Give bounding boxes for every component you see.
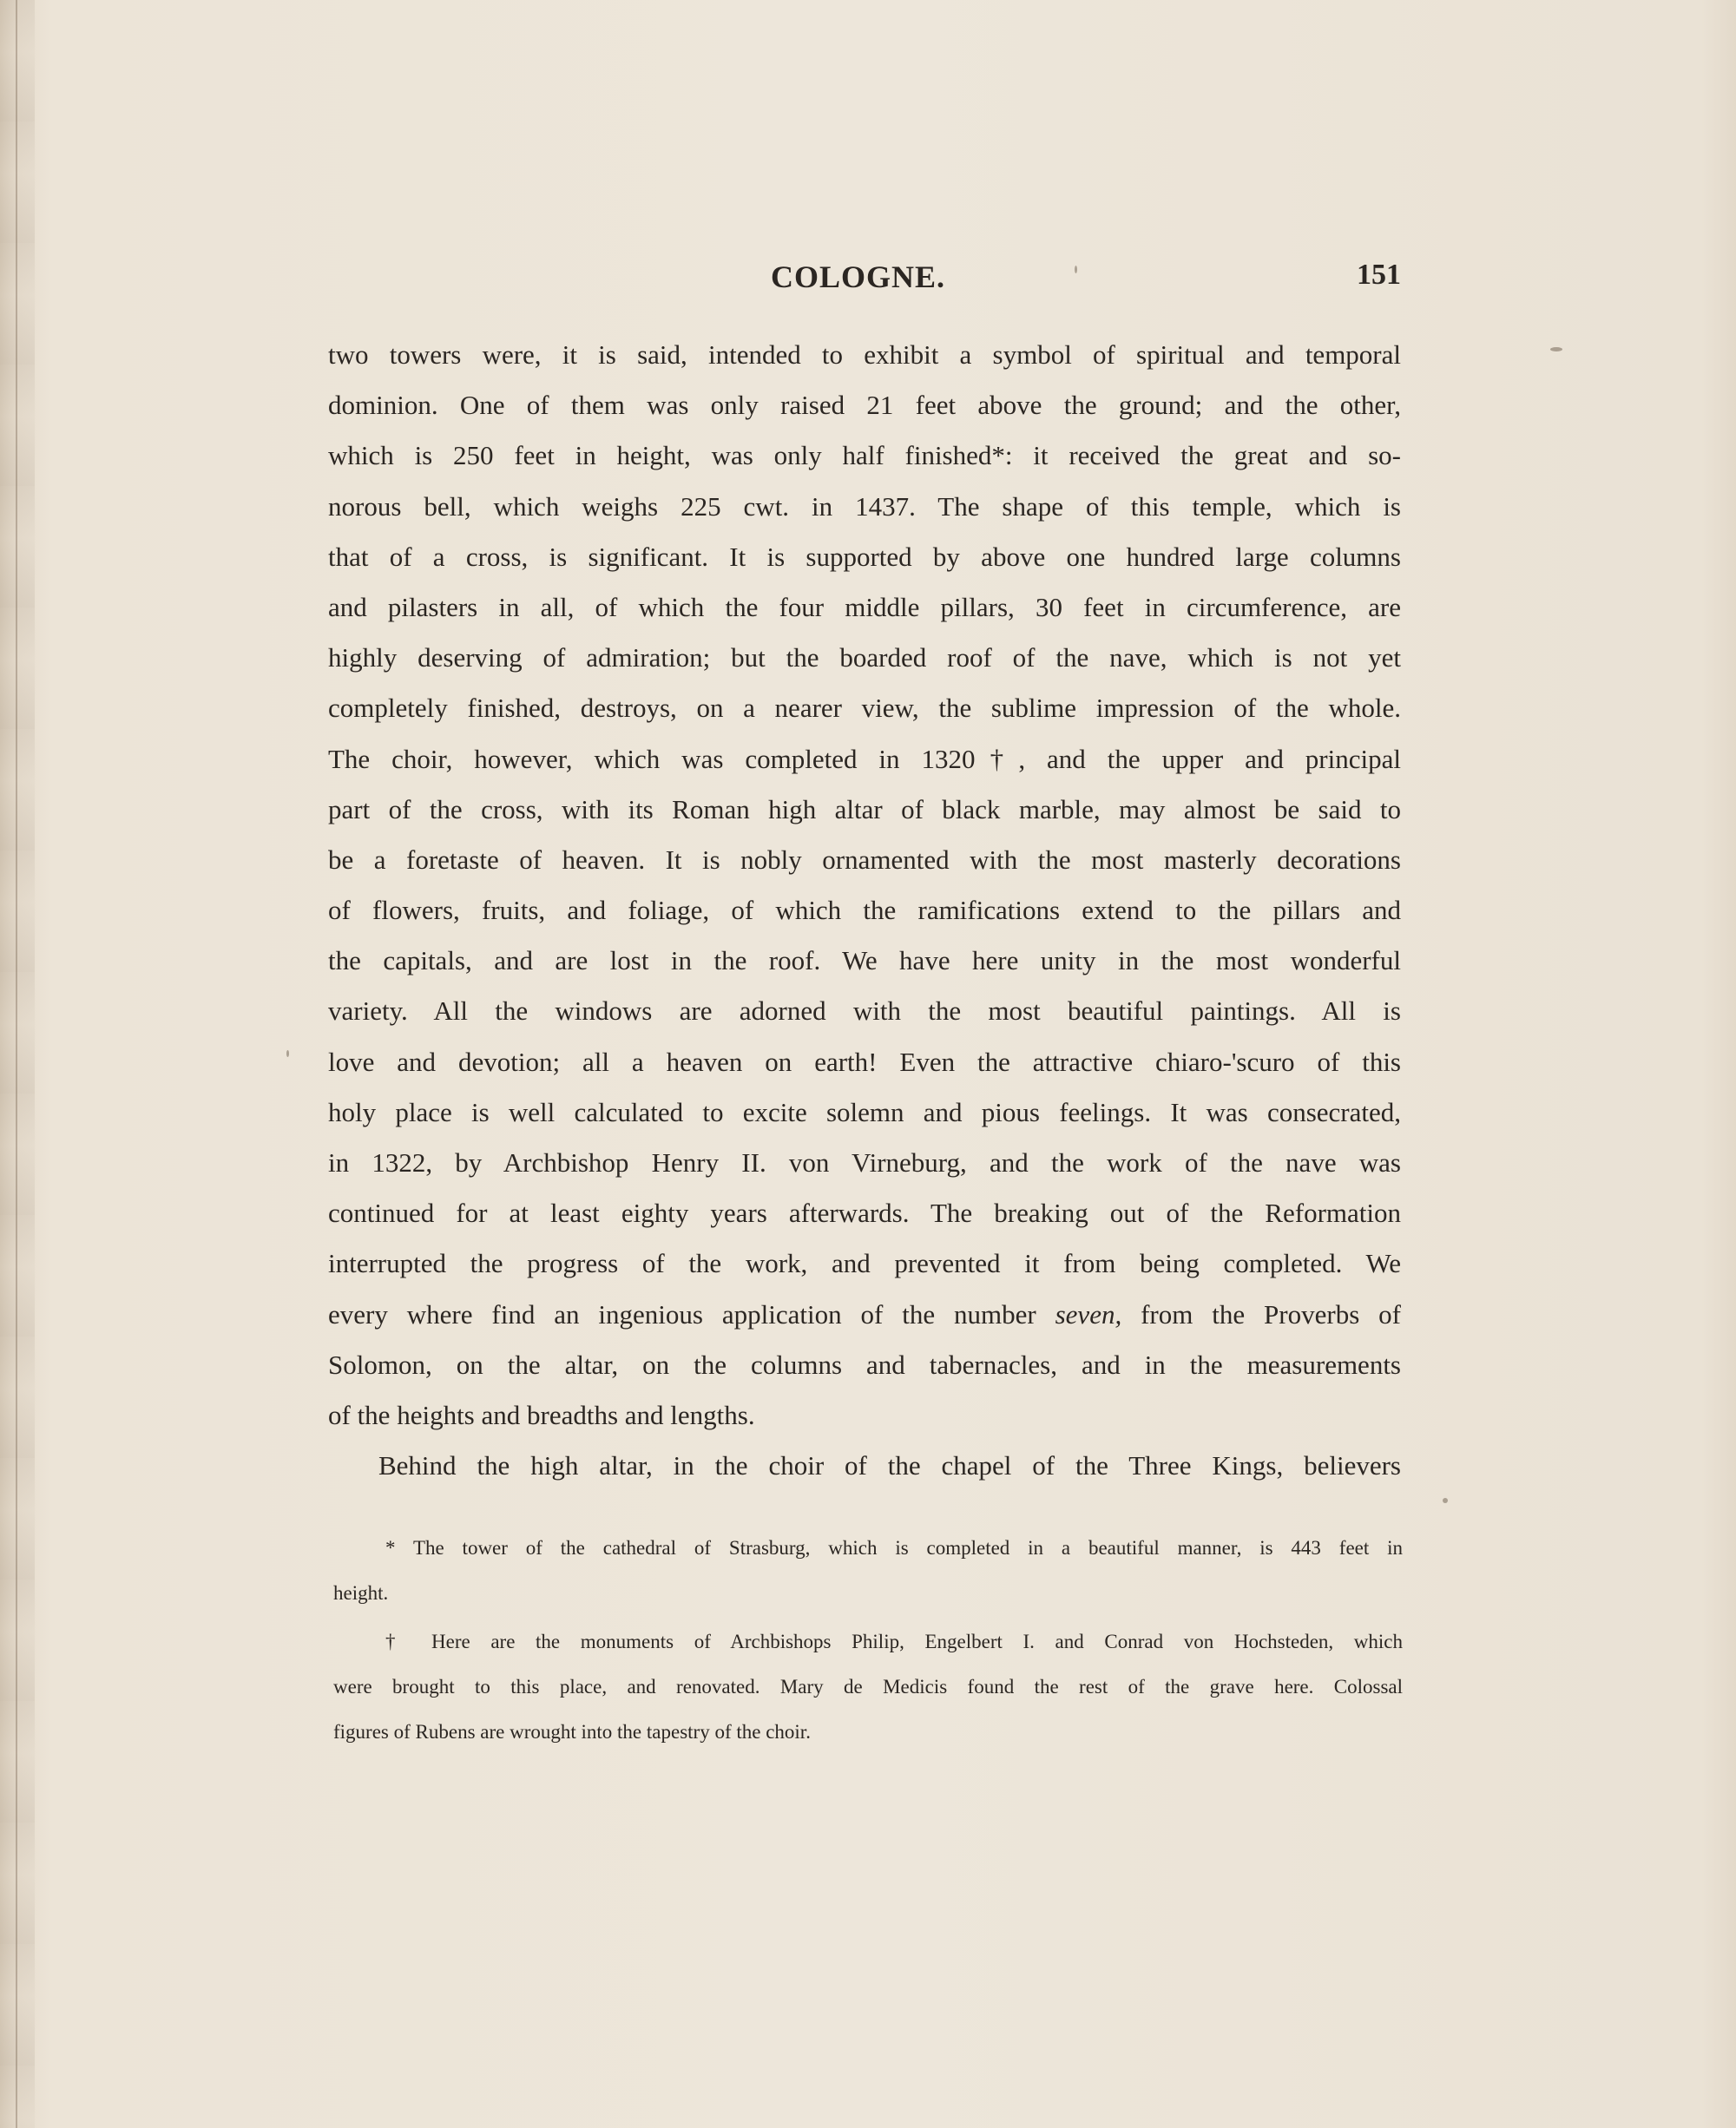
text-line: two towers were, it is said, intended to exhibit a symbol of spiritual and temporal <box>328 339 1401 370</box>
italic-word: seven, <box>1055 1298 1122 1330</box>
paper-speck <box>1550 347 1562 351</box>
running-header <box>328 259 1401 302</box>
text-line: and pilasters in all, of which the four middle pillars, 30 feet in circumference, are <box>328 591 1401 622</box>
text-line: continued for at least eighty years afterwards. The breaking out of the Reformation <box>328 1198 1401 1229</box>
text-run: from the Proverbs of <box>1121 1298 1401 1330</box>
footnote-star-line: * The tower of the cathedral of Strasburg, which is completed in a beautiful manner, is 443 feet in <box>385 1537 1403 1559</box>
binding-fold-line <box>16 0 17 2128</box>
text-line: highly deserving of admiration; but the boarded roof of the nave, which is not yet <box>328 642 1401 673</box>
running-title: COLOGNE. <box>771 259 946 294</box>
page-binding-edge <box>0 0 35 2128</box>
text-line: Solomon, on the altar, on the columns and tabernacles, and in the measurements <box>328 1349 1401 1380</box>
text-line: dominion. One of them was only raised 21 feet above the ground; and the other, <box>328 390 1401 421</box>
body-text <box>328 330 1401 1491</box>
text-line: completely finished, destroys, on a nearer view, the sublime impression of the whole. <box>328 693 1401 724</box>
text-line: which is 250 feet in height, was only half finished*: it received the great and so- <box>328 440 1401 471</box>
text-line: holy place is well calculated to excite solemn and pious feelings. It was consecrated, <box>328 1096 1401 1127</box>
paragraph-end-line: of the heights and breadths and lengths. <box>328 1399 755 1430</box>
text-line: that of a cross, is significant. It is supported by above one hundred large columns <box>328 541 1401 572</box>
text-line: love and devotion; all a heaven on earth! Even the attractive chiaro-'scuro of this <box>328 1046 1401 1077</box>
text-line: variety. All the windows are adorned with the most beautiful paintings. All is <box>328 995 1401 1027</box>
text-line-with-italic <box>328 1290 1401 1340</box>
text-line: interrupted the progress of the work, and prevented it from being completed. We <box>328 1248 1401 1279</box>
page-number: 151 <box>1357 259 1401 291</box>
footnote-dagger-line: were brought to this place, and renovated. Mary de Medicis found the rest of the grave here. Colossal <box>333 1676 1403 1698</box>
paper-speck <box>286 1050 289 1057</box>
text-line: The choir, however, which was completed in 1320†, and the upper and principal <box>328 743 1401 774</box>
next-paragraph-line: Behind the high altar, in the choir of the chapel of the Three Kings, believers <box>378 1450 1401 1481</box>
footnote-dagger-line: † Here are the monuments of Archbishops Philip, Engelbert I. and Conrad von Hochsteden, which <box>385 1631 1403 1652</box>
text-line: be a foretaste of heaven. It is nobly ornamented with the most masterly decorations <box>328 844 1401 875</box>
text-line: in 1322, by Archbishop Henry II. von Virneburg, and the work of the nave was <box>328 1147 1401 1178</box>
text-line: of flowers, fruits, and foliage, of which the ramifications extend to the pillars and <box>328 895 1401 926</box>
text-line: part of the cross, with its Roman high altar of black marble, may almost be said to <box>328 793 1401 824</box>
text-line: the capitals, and are lost in the roof. We have here unity in the most wonderful <box>328 945 1401 976</box>
text-run: every where find an ingenious application of the number <box>328 1298 1055 1330</box>
footnotes <box>333 1526 1403 1755</box>
footnote-dagger-line: figures of Rubens are wrought into the tapestry of the choir. <box>333 1721 811 1743</box>
paper-speck <box>1443 1498 1448 1503</box>
footnote-star-line: height. <box>333 1582 389 1604</box>
text-line: norous bell, which weighs 225 cwt. in 1437. The shape of this temple, which is <box>328 490 1401 522</box>
